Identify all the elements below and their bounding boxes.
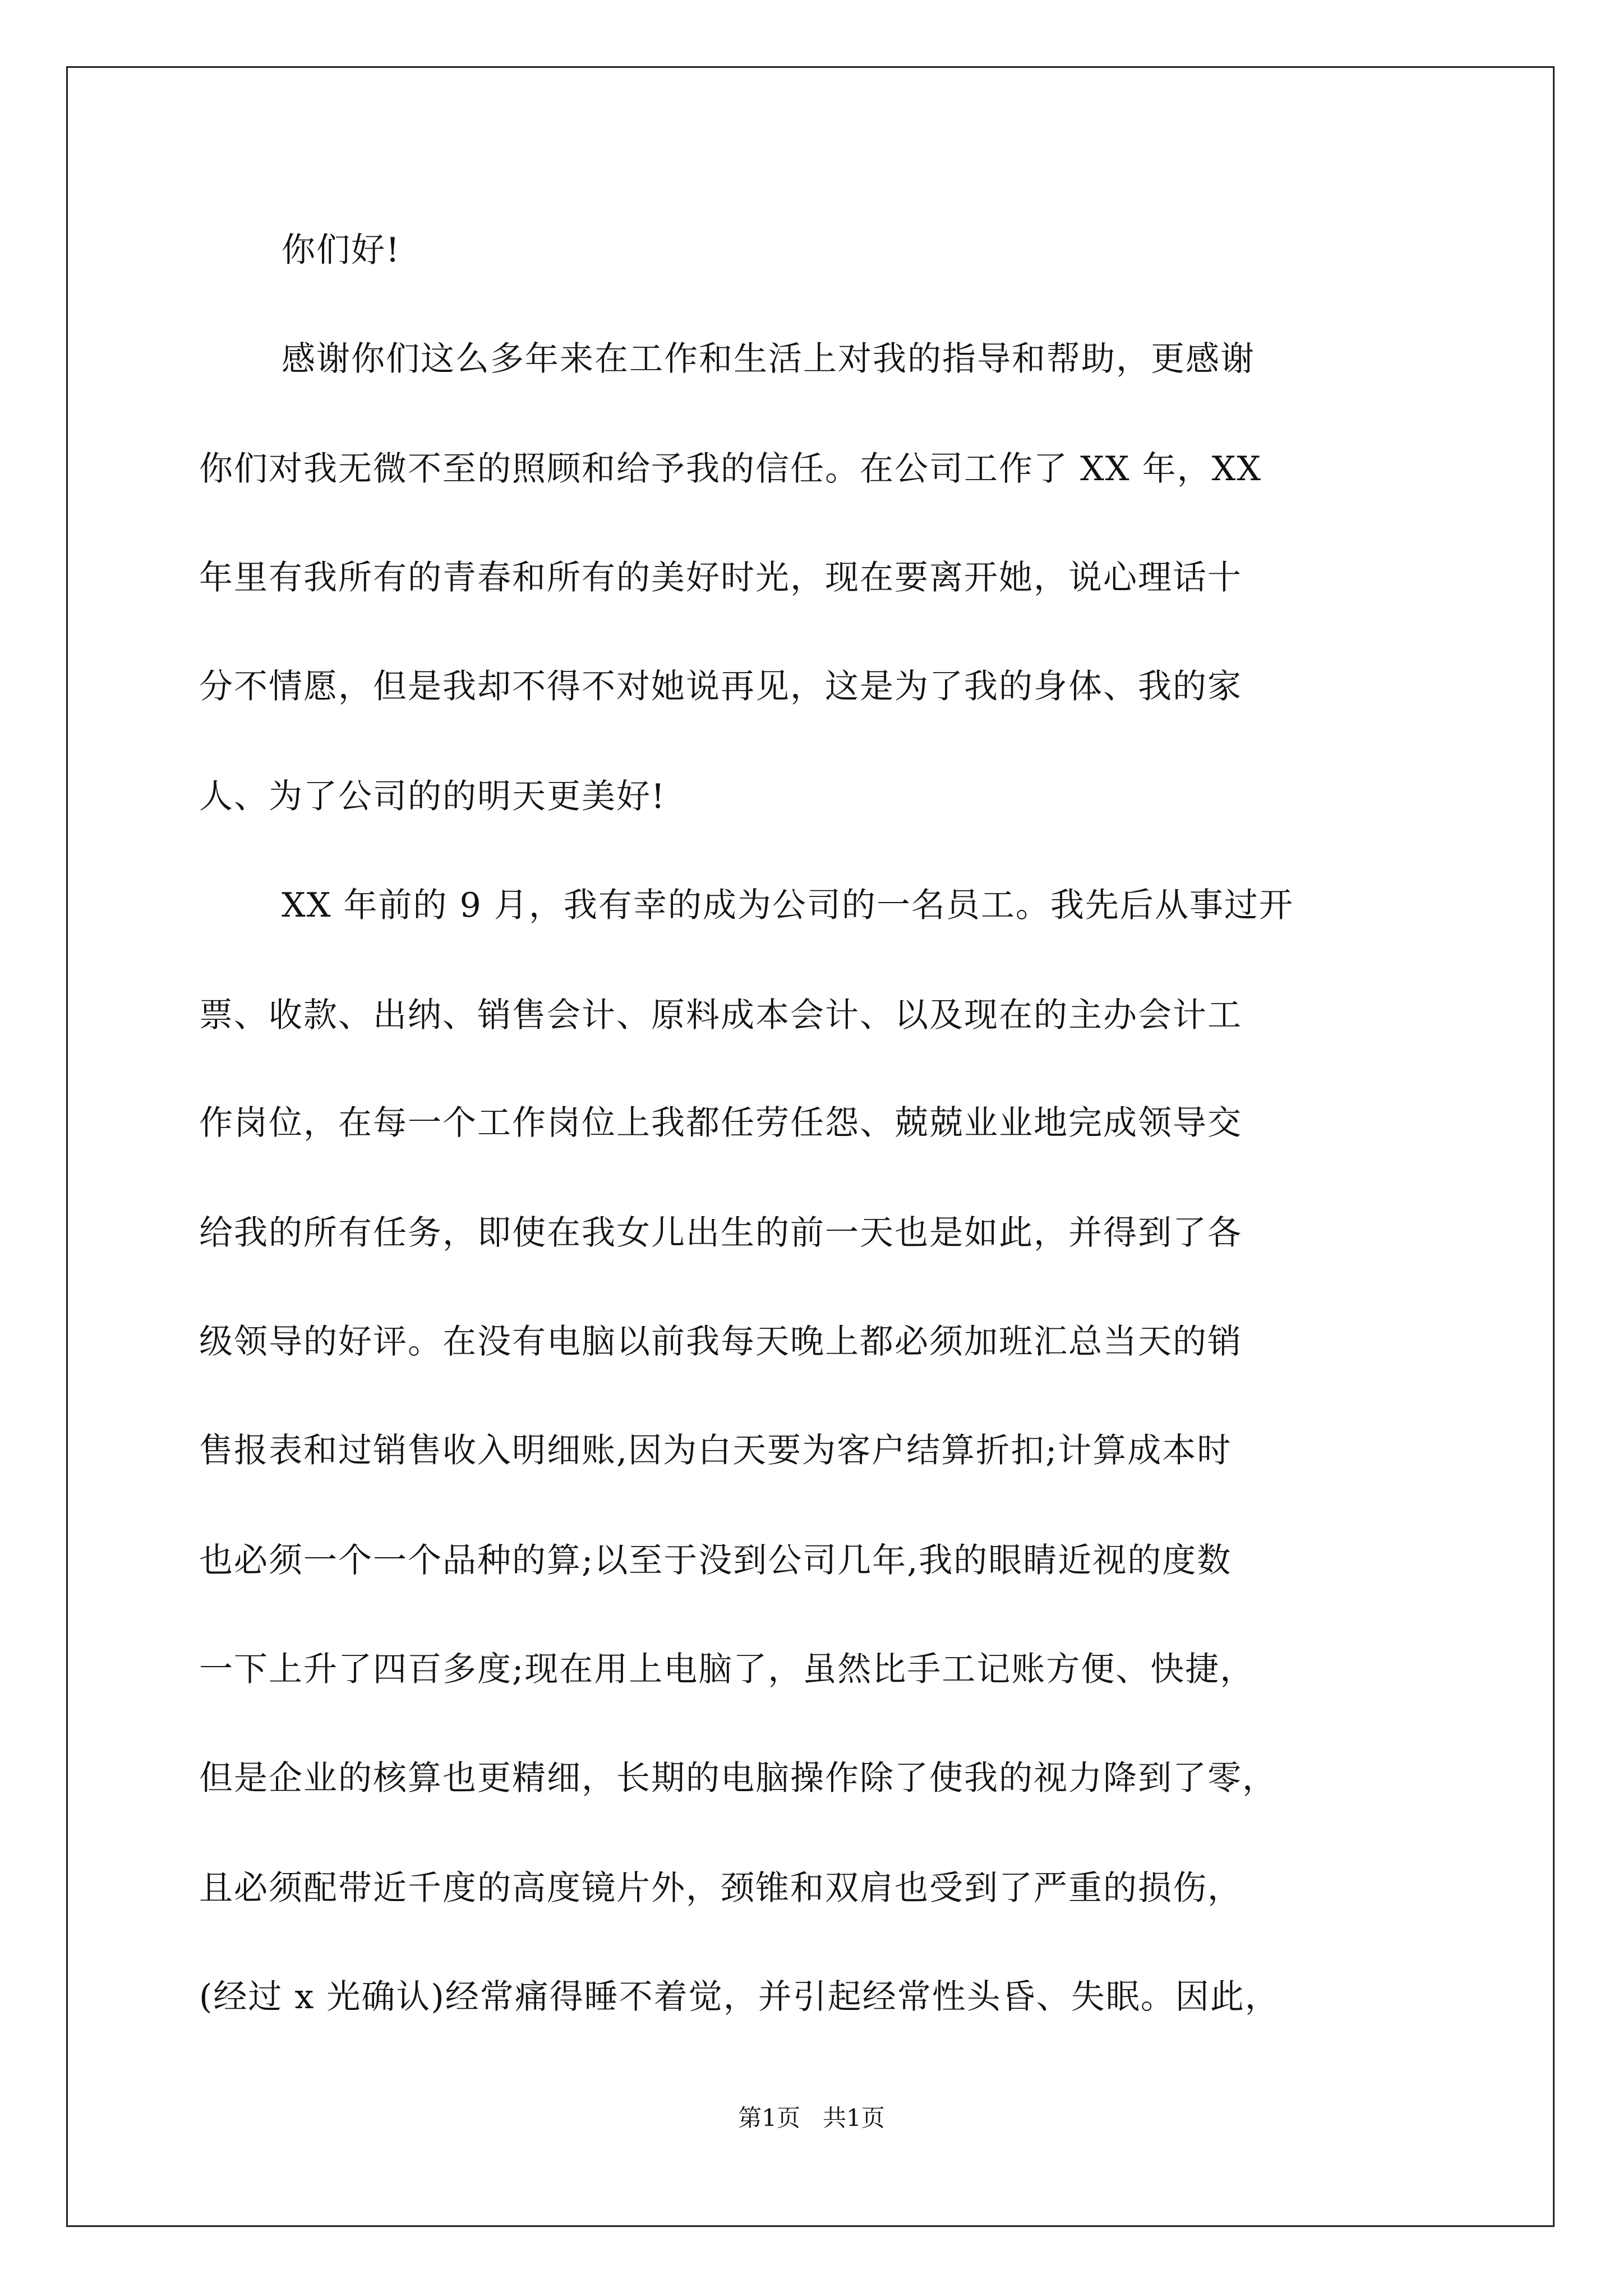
greeting-line: 你们好!	[282, 231, 401, 270]
paragraph-2-line-11: (经过 x 光确认)经常痛得睡不着觉，并引起经常性头昏、失眠。因此，	[199, 1977, 1280, 2017]
paragraph-2-line-9: 但是企业的核算也更精细，长期的电脑操作除了使我的视力降到了零，	[199, 1759, 1277, 1798]
paragraph-2-line-6: 售报表和过销售收入明细账,因为白天要为客户结算折扣;计算成本时	[199, 1431, 1232, 1470]
paragraph-2-line-3: 作岗位，在每一个工作岗位上我都任劳任怨、兢兢业业地完成领导交	[199, 1103, 1242, 1143]
paragraph-1-line-1: 感谢你们这么多年来在工作和生活上对我的指导和帮助，更感谢	[282, 339, 1255, 379]
paragraph-1-line-5: 人、为了公司的的明天更美好!	[199, 777, 666, 816]
paragraph-2-line-8: 一下上升了四百多度;现在用上电脑了，虽然比手工记账方便、快捷，	[199, 1650, 1255, 1689]
paragraph-1-line-3: 年里有我所有的青春和所有的美好时光，现在要离开她，说心理话十	[199, 558, 1242, 597]
paragraph-2-line-4: 给我的所有任务，即使在我女儿出生的前一天也是如此，并得到了各	[199, 1213, 1242, 1253]
paragraph-2-line-2: 票、收款、出纳、销售会计、原料成本会计、以及现在的主办会计工	[199, 996, 1242, 1035]
paragraph-2-line-7: 也必须一个一个品种的算;以至于没到公司几年,我的眼睛近视的度数	[199, 1541, 1232, 1580]
paragraph-2-line-1: XX 年前的 9 月，我有幸的成为公司的一名员工。我先后从事过开	[282, 886, 1294, 925]
paragraph-2-line-5: 级领导的好评。在没有电脑以前我每天晚上都必须加班汇总当天的销	[199, 1322, 1242, 1361]
paragraph-2-line-10: 且必须配带近千度的高度镜片外，颈锥和双肩也受到了严重的损伤，	[199, 1869, 1242, 1908]
paragraph-1-line-2: 你们对我无微不至的照顾和给予我的信任。在公司工作了 XX 年，XX	[199, 449, 1262, 489]
paragraph-1-line-4: 分不情愿，但是我却不得不对她说再见，这是为了我的身体、我的家	[199, 667, 1242, 706]
page-footer: 第1页 共1页	[738, 2104, 885, 2132]
